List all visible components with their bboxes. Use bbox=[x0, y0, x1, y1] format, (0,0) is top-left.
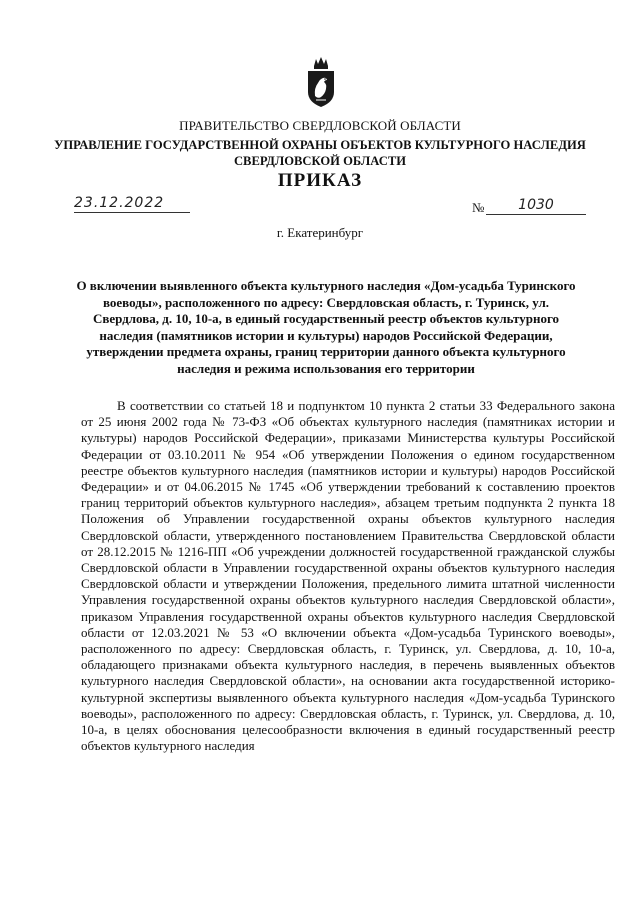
order-subject: О включении выявленного объекта культурного наследия «Дом-усадьба Туринского воеводы», расположенного по адресу: Свердловская область, г. Туринск, ул. Свердлова, д. 10, 10-а, в единый государственный реестр объектов культурного наследия (памятников истории и культуры) народов Российской Федерации, утверждении предмета охраны, границ территории данного объекта культурного наследия и режима использования его территории bbox=[76, 278, 576, 376]
order-number-label: № bbox=[472, 200, 485, 215]
government-name: ПРАВИТЕЛЬСТВО СВЕРДЛОВСКОЙ ОБЛАСТИ bbox=[179, 118, 461, 133]
document-type: ПРИКАЗ bbox=[277, 170, 363, 191]
order-number: 1030 bbox=[486, 196, 586, 215]
body-paragraph: В соответствии со статьей 18 и подпунктом 10 пункта 2 статьи 33 Федерального закона от 25 июня 2002 года № 73-ФЗ «Об объектах культурного наследия (памятниках истории и культуры) народов Российской Федерации», приказами Министерства культуры Российской Федерации от 03.10.2011 № 954 «Об утверждении Положения о едином государственном реестре объектов культурного наследия (памятников истории и культуры) народов Российской Федерации» и от 04.06.2015 № 1745 «Об утверждении требований к составлению проектов границ территорий объектов культурного наследия», абзацем третьим подпункта 2 пункта 18 Положения об Управлении государственной охраны объектов культурного наследия Свердловской области, утвержденного постановлением Правительства Свердловской области от 28.12.2015 № 1216-ПП «Об учреждении должностей государственной гражданской службы Свердловской области в Управлении государственной охраны объектов культурного наследия Свердловской области и утверждении Положения, предельного лимита штатной численности Управления государственной охраны объектов культурного наследия Свердловской области», приказом Управления государственной охраны объектов культурного наследия Свердловской области от 12.03.2021 № 53 «О включении объекта «Дом-усадьба Туринского воеводы», расположенного по адресу: Свердловская область, г. Туринск, ул. Свердлова, д. 10, 10-а, обладающего признаками объекта культурного наследия, в перечень выявленных объектов культурного наследия Свердловской области», на основании акта государственной историко-культурной экспертизы выявленного объекта культурного наследия «Дом-усадьба Туринского воеводы», расположенного по адресу: Свердловская область, г. Туринск, ул. Свердлова, д. 10, 10-а, в целях обоснования целесообразности включения в единый государственный реестр объектов культурного наследия bbox=[81, 398, 615, 754]
order-date: 23.12.2022 bbox=[74, 194, 190, 213]
department-line-1: УПРАВЛЕНИЕ ГОСУДАРСТВЕННОЙ ОХРАНЫ ОБЪЕКТОВ КУЛЬТУРНОГО НАСЛЕДИЯ bbox=[54, 138, 586, 152]
city: г. Екатеринбург bbox=[276, 225, 364, 240]
department-name bbox=[40, 137, 600, 169]
department-line-2: СВЕРДЛОВСКОЙ ОБЛАСТИ bbox=[233, 154, 407, 168]
coat-of-arms-icon bbox=[306, 56, 336, 108]
